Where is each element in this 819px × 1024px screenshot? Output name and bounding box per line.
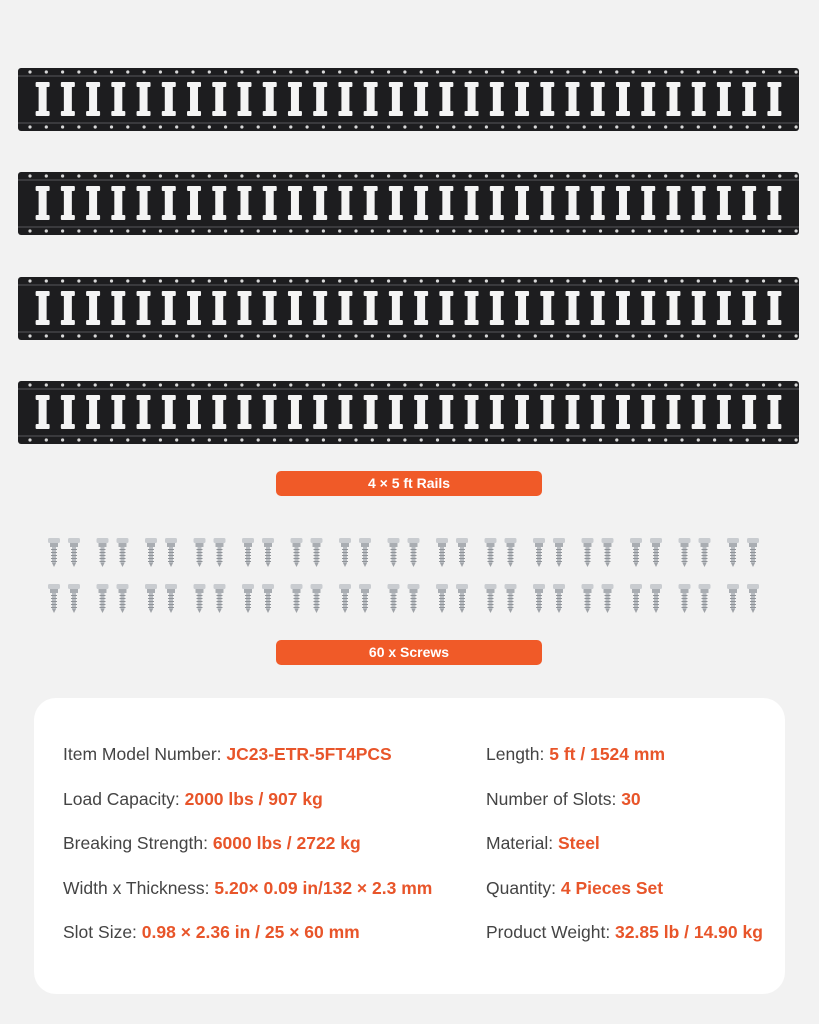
screw-icon <box>699 584 711 613</box>
screw-icon <box>359 584 371 613</box>
screw-icon <box>456 584 468 613</box>
screw-icon <box>505 584 517 613</box>
spec-value: Steel <box>557 833 600 853</box>
screw-icon <box>97 584 109 613</box>
screw-icon <box>485 584 497 613</box>
screw-icon <box>262 538 274 567</box>
screw-icon <box>408 584 420 613</box>
spec-label: Load Capacity: <box>63 789 185 809</box>
screw-icon <box>747 584 759 613</box>
spec-label: Length: <box>486 744 550 764</box>
spec-value: 6000 lbs / 2722 kg <box>212 833 361 853</box>
spec-value: 5 ft / 1524 mm <box>549 744 665 764</box>
screw-icon <box>48 538 60 567</box>
screw-icon <box>291 538 303 567</box>
screw-icon <box>214 538 226 567</box>
screw-icon <box>408 538 420 567</box>
screw-icon <box>311 538 323 567</box>
screw-icon <box>165 584 177 613</box>
screw-icon <box>630 538 642 567</box>
spec-quantity <box>486 878 663 899</box>
spec-value: 0.98 × 2.36 in / 25 × 60 mm <box>141 922 360 942</box>
spec-label: Number of Slots: <box>486 789 622 809</box>
screw-icon <box>727 584 739 613</box>
screws-image <box>40 530 780 620</box>
spec-label: Width x Thickness: <box>63 878 215 898</box>
screw-icon <box>291 584 303 613</box>
screw-icon <box>214 584 226 613</box>
screw-icon <box>727 538 739 567</box>
screw-icon <box>650 538 662 567</box>
spec-material <box>486 833 600 854</box>
screw-icon <box>436 538 448 567</box>
screw-icon <box>485 538 497 567</box>
screw-icon <box>194 538 206 567</box>
screw-icon <box>533 584 545 613</box>
spec-load-capacity <box>63 789 323 810</box>
screw-icon <box>97 538 109 567</box>
screw-icon <box>630 584 642 613</box>
spec-label: Item Model Number: <box>63 744 227 764</box>
screw-icon <box>747 538 759 567</box>
e-track-rail <box>18 277 799 340</box>
spec-label: Product Weight: <box>486 922 616 942</box>
screw-icon <box>194 584 206 613</box>
screw-icon <box>650 584 662 613</box>
rails-quantity-label: 4 × 5 ft Rails <box>276 471 542 496</box>
screw-icon <box>117 584 129 613</box>
screw-icon <box>359 538 371 567</box>
screw-icon <box>582 538 594 567</box>
specifications-card <box>34 698 785 994</box>
spec-length <box>486 744 665 765</box>
screw-icon <box>553 538 565 567</box>
screw-icon <box>679 584 691 613</box>
spec-width-thickness <box>63 878 432 899</box>
spec-label: Slot Size: <box>63 922 142 942</box>
spec-product-weight <box>486 922 763 943</box>
screw-icon <box>145 538 157 567</box>
screw-icon <box>436 584 448 613</box>
screw-icon <box>262 584 274 613</box>
screw-icon <box>582 584 594 613</box>
screw-icon <box>242 584 254 613</box>
screw-icon <box>533 538 545 567</box>
screws-quantity-label: 60 x Screws <box>276 640 542 665</box>
spec-value: 30 <box>621 789 641 809</box>
spec-slot-size <box>63 922 360 943</box>
screw-icon <box>242 538 254 567</box>
spec-breaking-strength <box>63 833 361 854</box>
screw-icon <box>145 584 157 613</box>
spec-value: JC23-ETR-5FT4PCS <box>226 744 392 764</box>
screw-icon <box>311 584 323 613</box>
spec-label: Breaking Strength: <box>63 833 213 853</box>
screw-icon <box>117 538 129 567</box>
screw-icon <box>165 538 177 567</box>
spec-value: 2000 lbs / 907 kg <box>184 789 323 809</box>
screw-icon <box>699 538 711 567</box>
e-track-rail <box>18 381 799 444</box>
spec-value: 4 Pieces Set <box>560 878 664 898</box>
e-track-rail <box>18 172 799 235</box>
screw-icon <box>505 538 517 567</box>
screw-icon <box>388 538 400 567</box>
spec-number-of-slots <box>486 789 641 810</box>
screw-icon <box>68 538 80 567</box>
screw-icon <box>68 584 80 613</box>
screw-icon <box>339 584 351 613</box>
screw-icon <box>602 538 614 567</box>
e-track-rail <box>18 68 799 131</box>
spec-item-model-number <box>63 744 392 765</box>
screw-icon <box>388 584 400 613</box>
screw-icon <box>553 584 565 613</box>
screw-icon <box>456 538 468 567</box>
spec-label: Quantity: <box>486 878 561 898</box>
spec-value: 5.20× 0.09 in/132 × 2.3 mm <box>214 878 433 898</box>
screw-icon <box>602 584 614 613</box>
screw-icon <box>679 538 691 567</box>
spec-value: 32.85 lb / 14.90 kg <box>615 922 763 942</box>
screw-icon <box>339 538 351 567</box>
screw-icon <box>48 584 60 613</box>
spec-label: Material: <box>486 833 558 853</box>
